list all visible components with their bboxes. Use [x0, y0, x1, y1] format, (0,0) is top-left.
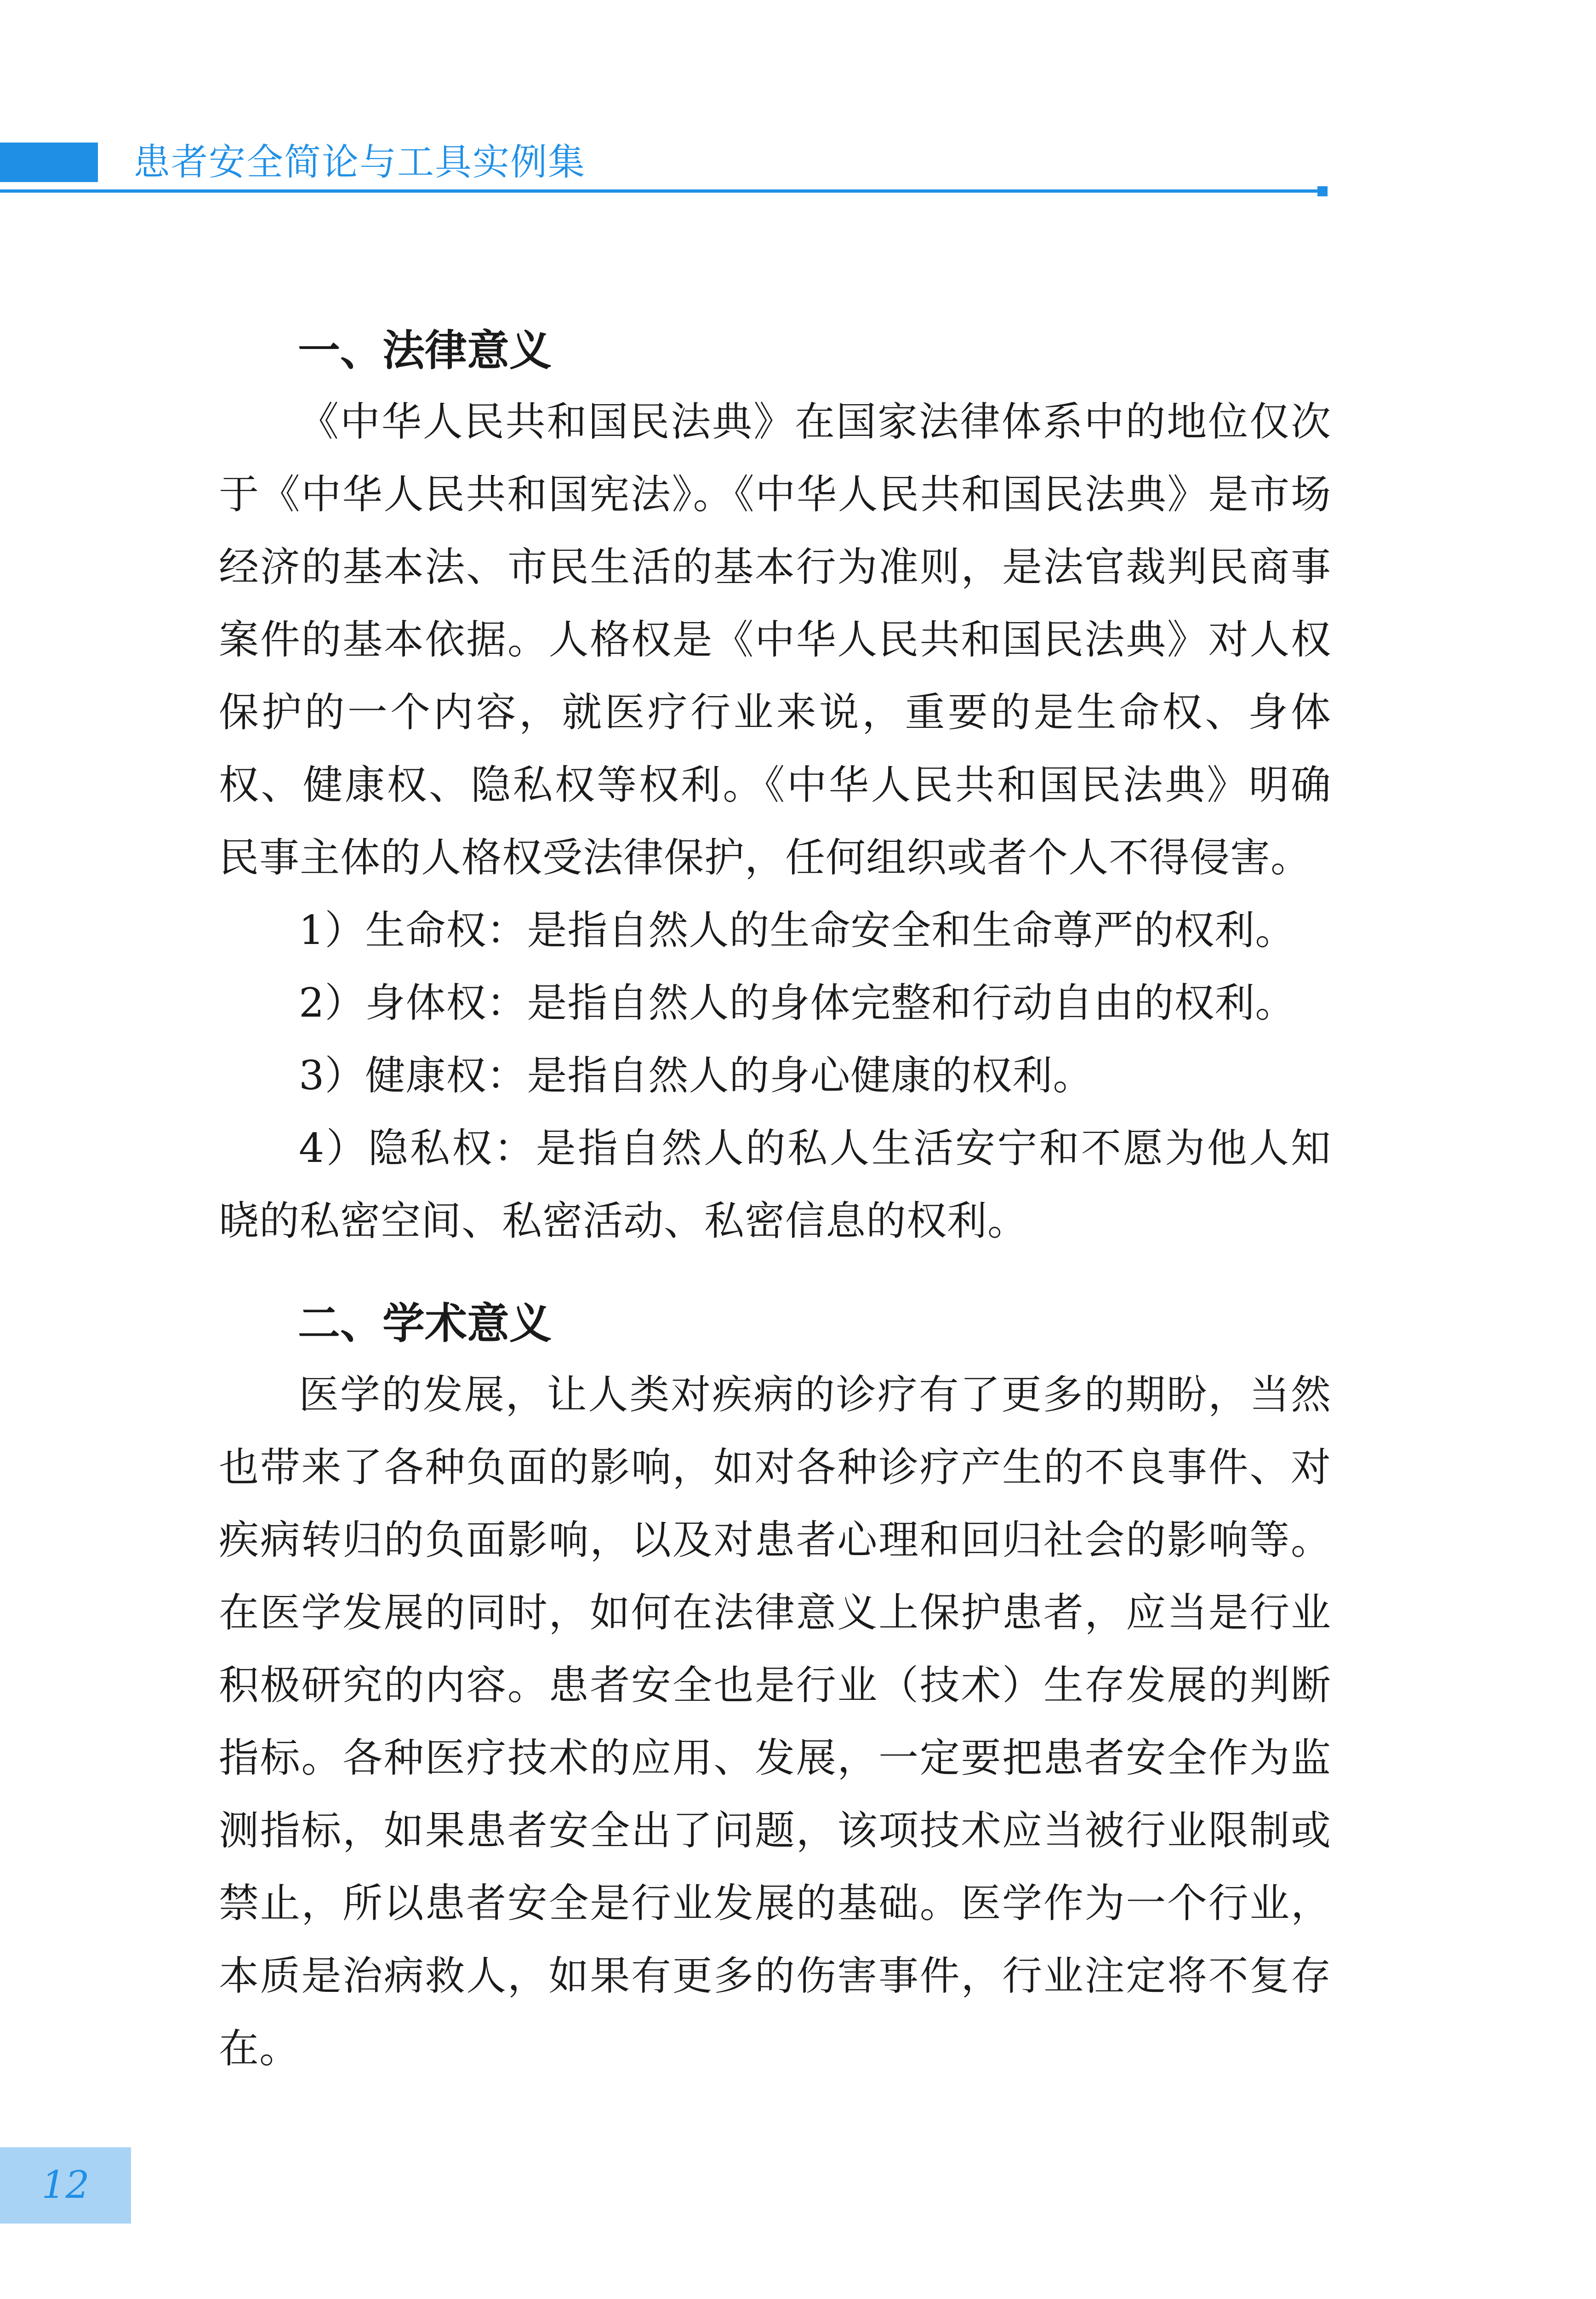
header-rule: [0, 189, 1324, 193]
header-color-block: [0, 143, 98, 182]
page-number: 12: [41, 2163, 90, 2207]
list-item-right-to-body: 2）身体权：是指自然人的身体完整和行动自由的权利。: [299, 979, 1296, 1026]
page-body: [219, 316, 1331, 2085]
paragraph-academic: 医学的发展，让人类对疾病的诊疗有了更多的期盼，当然也带来了各种负面的影响，如对各种诊疗产生的不良事件、对疾病转归的负面影响，以及对患者心理和回归社会的影响等。在医学发展的同时，如何在法律意义上保护患者，应当是行业积极研究的内容。患者安全也是行业（技术）生存发展的判断指标。各种医疗技术的应用、发展，一定要把患者安全作为监测指标，如果患者安全出了问题，该项技术应当被行业限制或禁止，所以患者安全是行业发展的基础。医学作为一个行业，本质是治病救人，如果有更多的伤害事件，行业注定将不复存在。: [219, 1371, 1331, 2072]
list-item-right-to-life: 1）生命权：是指自然人的生命安全和生命尊严的权利。: [299, 907, 1296, 954]
paragraph-legal-intro: 《中华人民共和国民法典》在国家法律体系中的地位仅次于《中华人民共和国宪法》。《中华人民共和国民法典》是市场经济的基本法、市民生活的基本行为准则，是法官裁判民商事案件的基本依据。人格权是《中华人民共和国民法典》对人权保护的一个内容，就医疗行业来说，重要的是生命权、身体权、健康权、隐私权等权利。《中华人民共和国民法典》明确民事主体的人格权受法律保护，任何组织或者个人不得侵害。: [219, 398, 1331, 881]
list-item-right-to-health: 3）健康权：是指自然人的身心健康的权利。: [299, 1052, 1094, 1099]
running-header-title: 患者安全简论与工具实例集: [133, 141, 586, 183]
list-item-right-to-privacy: 4）隐私权：是指自然人的私人生活安宁和不愿为他人知晓的私密空间、私密活动、私密信息的权利。: [219, 1125, 1331, 1244]
section-heading-academic: 二、学术意义: [298, 1299, 552, 1348]
section-heading-legal: 一、法律意义: [298, 326, 552, 375]
header-rule-end-mark: [1317, 186, 1328, 196]
